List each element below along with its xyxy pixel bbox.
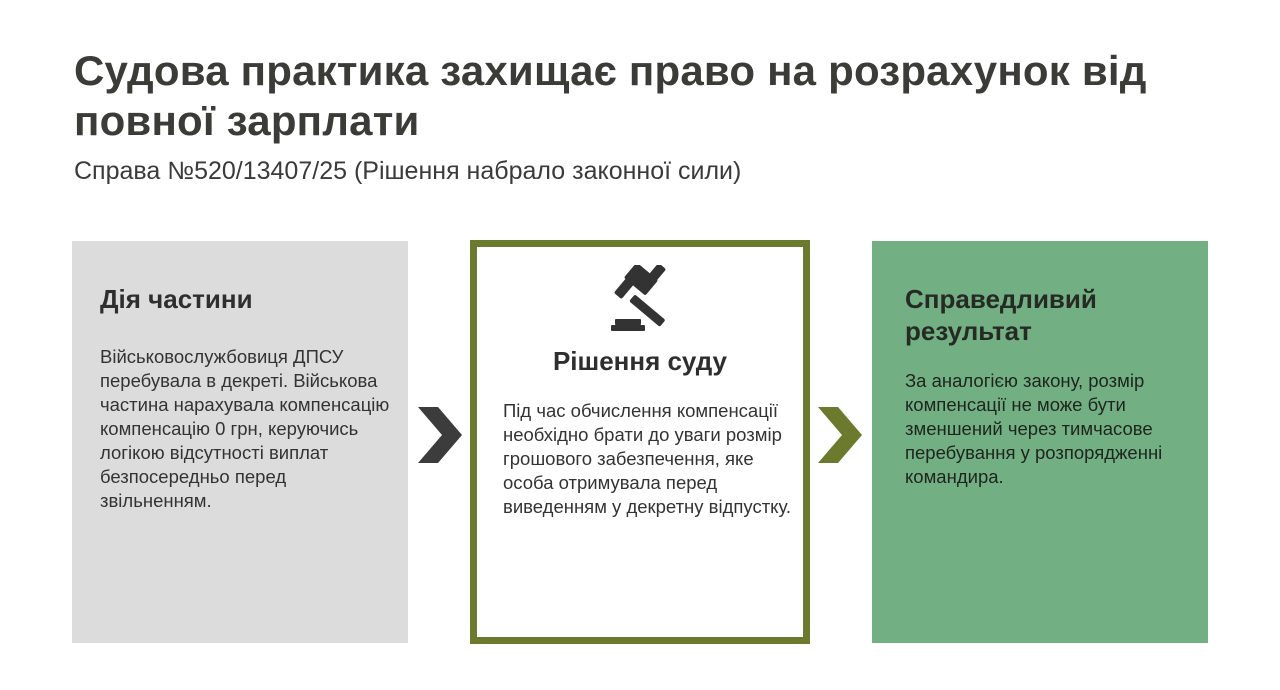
card-unit-action (72, 241, 408, 643)
gavel-icon (607, 265, 683, 339)
chevron-right-icon (416, 405, 464, 465)
card-heading: Дія частини (100, 284, 253, 314)
card-heading: Рішення суду (552, 346, 728, 376)
card-body: Під час обчислення компенсації необхідно брати до уваги розмір грошового забезпечення, яке особа отримувала перед виведенням у декретну відпустку. (503, 400, 792, 517)
page-title: Судова практика захищає право на розрахунок від повної зарплати (74, 47, 1147, 144)
card-body: Військовослужбовиця ДПСУ перебувала в декреті. Військова частина нарахувала компенсацію компенсацію 0 грн, керуючись логікою відсутності виплат безпосередньо перед звільненням. (100, 346, 390, 511)
chevron-right-icon (816, 405, 864, 465)
card-heading: Справедливий результат (905, 284, 1097, 346)
card-body: За аналогією закону, розмір компенсації не може бути зменшений через тимчасове перебування у розпорядженні командира. (905, 370, 1163, 487)
case-subtitle: Справа №520/13407/25 (Рішення набрало законної сили) (74, 157, 742, 185)
card-fair-result (872, 241, 1208, 643)
card-court-decision (470, 240, 810, 644)
